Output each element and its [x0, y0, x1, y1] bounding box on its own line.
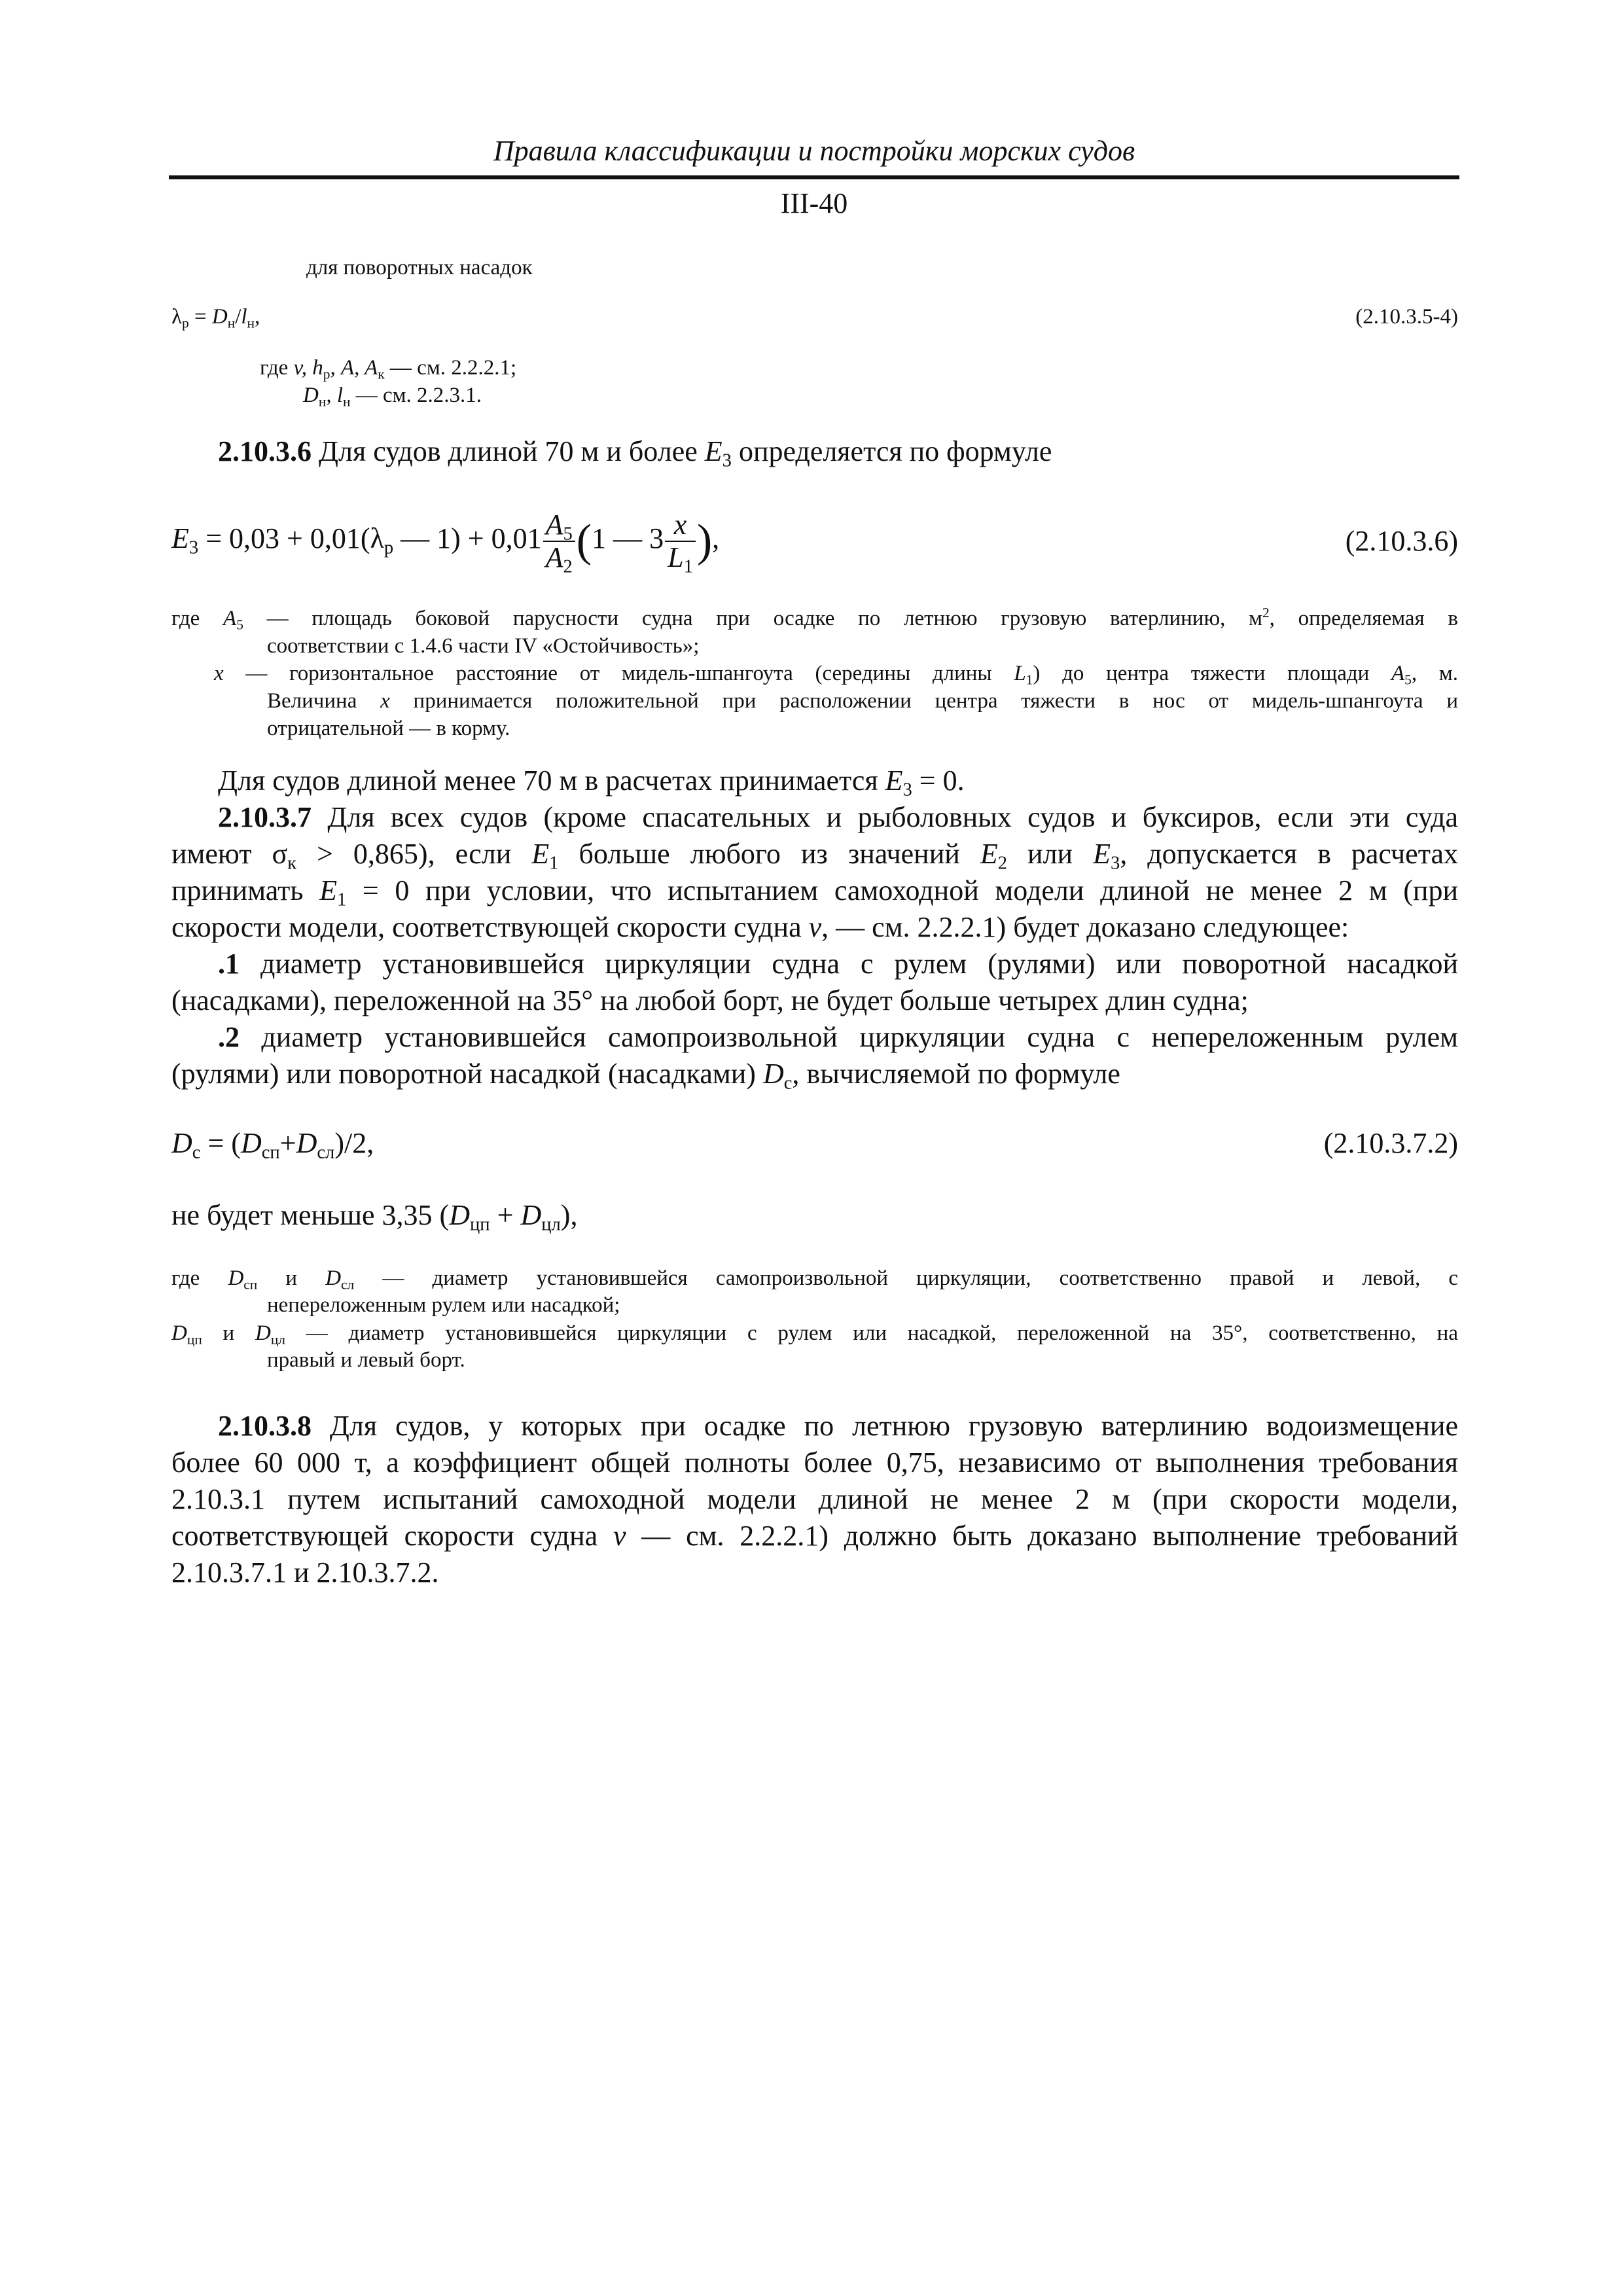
where-a5-line: где $A_5$ — площадь боковой парусности судна при осадке по летнюю грузовую ватерлинию, $м^2$, определяемая в: [171, 605, 1458, 633]
fraction-a5-a2: $\frac{A_5}{A_2}$: [543, 511, 575, 572]
equation-body: $E_3 = 0,03 + 0,01(\lambda_р$ — 1) + 0,01 $\frac{A_5}{A_2}$ (1 — 3 $\frac{x}{L_1}$ ),: [171, 509, 720, 577]
page-number: III-40: [780, 187, 848, 219]
where-line-2: $D_н$, $l_н$ — см. 2.2.3.1.: [303, 384, 482, 410]
paragraph-less-70: Для судов длиной менее 70 м в расчетах принимается $E_3 = 0$.: [218, 764, 965, 800]
equation-2-10-3-6: [171, 509, 1458, 577]
equation-2-10-3-5-4: [171, 303, 1458, 331]
list-item-1-line-2: (насадками), переложенной на 35° на любой борт, не будет больше четырех длин судна;: [171, 984, 1249, 1016]
header-divider: [169, 175, 1459, 179]
paragraph-2-10-3-8-line-3: 2.10.3.1 путем испытаний самоходной модели длиной не менее 2 м (при скорости модели,: [171, 1483, 1458, 1515]
list-item-2-line-1: .2 диаметр установившейся самопроизвольной циркуляции судна с непереложенным рулем: [218, 1021, 1458, 1053]
paragraph-2-10-3-8-line-4: соответствующей скорости судна v — см. 2.2.2.1) должно быть доказано выполнение требований: [171, 1520, 1458, 1552]
equation-number: (2.10.3.7.2): [1323, 1127, 1458, 1159]
section-number: 2.10.3.6: [218, 435, 312, 467]
intro-line: для поворотных насадок: [306, 256, 533, 279]
fraction-x-l1: $\frac{x}{L_1}$: [665, 511, 696, 572]
where-x-line-2: Величина x принимается положительной при расположении центра тяжести в нос от мидель-шпангоута и: [267, 689, 1458, 713]
equation-number: (2.10.3.6): [1345, 525, 1458, 557]
where-x-line-3: отрицательной — в корму.: [267, 717, 510, 740]
paragraph-2-10-3-7-line-3: принимать $E_1 = 0$ при условии, что испытанием самоходной модели длиной не менее 2 м (при: [171, 874, 1458, 910]
where-x-line: x — горизонтальное расстояние от мидель-шпангоута (середины длины $L_1$) до центра тяжести площади $A_5$, м.: [214, 662, 1458, 688]
where-dcp-line-2: правый и левый борт.: [267, 1348, 465, 1372]
list-item-1-line-1: .1 диаметр установившейся циркуляции судна с рулем (рулями) или поворотной насадкой: [218, 948, 1458, 980]
where-line-1: где v, $h_р$, A, $A_к$ — см. 2.2.2.1;: [260, 356, 517, 382]
paragraph-2-10-3-8-line-5: 2.10.3.7.1 и 2.10.3.7.2.: [171, 1556, 439, 1588]
where-dcp-line: $D_{цп}$ и $D_{цл}$ — диаметр установившейся циркуляции с рулем или насадкой, переложенной на 35°, соответственно, на: [171, 1321, 1458, 1348]
equation-2-10-3-7-2: [171, 1125, 1458, 1162]
where-dsp-line-2: непереложенным рулем или насадкой;: [267, 1293, 620, 1317]
paragraph-2-10-3-7-line-4: скорости модели, соответствующей скорости судна v, — см. 2.2.2.1) будет доказано следующее:: [171, 911, 1349, 943]
section-number: 2.10.3.8: [218, 1410, 312, 1442]
equation-body: $D_с = (D_{сп}+D_{сл})/2$,: [171, 1127, 374, 1163]
running-header-title: Правила классификации и постройки морских судов: [493, 135, 1135, 167]
paragraph-2-10-3-6: 2.10.3.6 Для судов длиной 70 м и более $E_3$ определяется по формуле: [218, 435, 1052, 471]
paragraph-2-10-3-8-line-1: 2.10.3.8 Для судов, у которых при осадке по летнюю грузовую ватерлинию водоизмещение: [218, 1410, 1458, 1442]
where-a5-line-2: соответствии с 1.4.6 части IV «Остойчивость»;: [267, 634, 700, 658]
section-number: 2.10.3.7: [218, 801, 312, 833]
list-item-2-line-2: (рулями) или поворотной насадкой (насадками) $D_с$, вычисляемой по формуле: [171, 1058, 1120, 1094]
paragraph-2-10-3-7-line-1: 2.10.3.7 Для всех судов (кроме спасательных и рыболовных судов и буксиров, если эти суда: [218, 801, 1458, 833]
paragraph-2-10-3-8-line-2: более 60 000 т, а коэффициент общей полноты более 0,75, независимо от выполнения требования: [171, 1446, 1458, 1479]
where-dsp-line: где $D_{сп}$ и $D_{сл}$ — диаметр установившейся самопроизвольной циркуляции, соответственно правой и левой, с: [171, 1266, 1458, 1293]
paragraph-not-less: не будет меньше 3,35 $(D_{цп} + D_{цл})$,: [171, 1199, 578, 1235]
equation-number: (2.10.3.5-4): [1355, 305, 1458, 329]
equation-body: $\lambda_р = D_н/l_н$,: [171, 305, 260, 331]
paragraph-2-10-3-7-line-2: имеют $\sigma_к > 0,865$), если $E_1$ больше любого из значений $E_2$ или $E_3$, допускается в расчетах: [171, 838, 1458, 874]
